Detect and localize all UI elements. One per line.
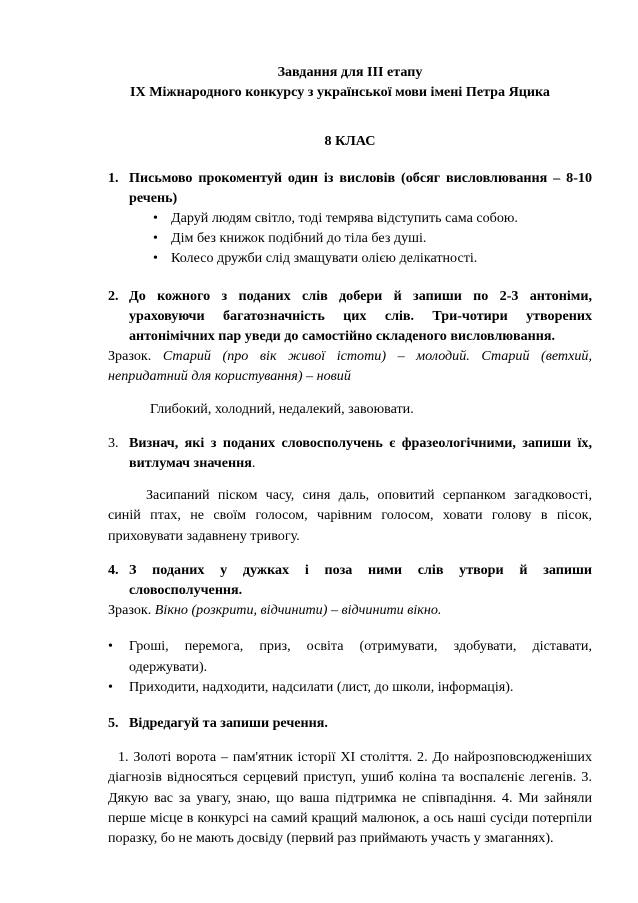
- task-2: [108, 286, 592, 347]
- task-1: [108, 168, 592, 269]
- quote-item: • Дім без книжок подібний до тіла без душі.: [153, 228, 592, 248]
- task-2-example: [108, 346, 592, 386]
- header-line-1: Завдання для ІІІ етапу: [277, 64, 423, 80]
- task-4: [108, 560, 592, 600]
- task-3-number: 3.: [108, 434, 119, 451]
- task-1-number: 1.: [108, 169, 119, 186]
- example-text: Вікно (розкрити, відчинити) – відчинити вікно.: [154, 602, 442, 619]
- word-group-item: • Приходити, надходити, надсилати (лист, до школи, інформація).: [108, 677, 592, 697]
- quote-item: • Даруй людям світло, тоді темрява відступить сама собою.: [153, 208, 592, 228]
- task-5-sentences: 1. Золоті ворота – пам'ятник історії ХІ століття. 2. До найрозповсюдженіших діагнозів відносяться серцевий приступ, ушиб коліна та воспалєніє легенів. 3. Дякую вас за увагу, знаю, що ваша підтримка не співпадіння. 4. Ми зайняли перше місце в конкурсі на самий кращий малюнок, а ось наші сусіди потерпіли поразку, бо не мають досвіду (первий раз приймають участь у змаганнях).: [108, 749, 592, 847]
- grade-title: 8 КЛАС: [324, 133, 376, 150]
- example-label: Зразок.: [108, 602, 152, 619]
- header-line-2: ІХ Міжнародного конкурсу з української мови імені Петра Яцика: [130, 84, 550, 101]
- task-3-phrases: Засипаний піском часу, синя даль, оповитий серпанком загадковості, синій птах, не своїм голосом, чарівним голосом, ховати голову в пісок, приховувати задавнену тривогу.: [108, 487, 592, 544]
- task-2-text: До кожного з поданих слів добери й запиши по 2-3 антоніми, ураховуючи багатозначність цих слів. Три-чотири утворених антонімічних пар уведи до самостійно складеного висловлювання.: [129, 287, 592, 345]
- word-group-item: • Гроші, перемога, приз, освіта (отримувати, здобувати, діставати, одержувати).: [108, 636, 592, 676]
- task-5-number: 5.: [108, 715, 119, 732]
- task-1-text: Письмово прокоментуй один із висловів (обсяг висловлювання – 8-10 речень): [129, 169, 592, 206]
- task-4-text: З поданих у дужках і поза ними слів утвори й запиши словосполучення.: [129, 561, 592, 599]
- task-3-text: [129, 433, 592, 473]
- task-4-number: 4.: [108, 561, 119, 578]
- task-4-items: [108, 636, 592, 697]
- example-label: Зразок.: [108, 348, 152, 365]
- task-5: [108, 713, 592, 733]
- task-5-text: Відредагуй та запиши речення.: [129, 715, 328, 732]
- task-2-number: 2.: [108, 287, 119, 304]
- task-1-quotes: [108, 208, 592, 269]
- quote-item: • Колесо дружби слід змащувати олією делікатності.: [153, 248, 592, 268]
- task-4-example: [108, 600, 592, 620]
- example-text: Старий (про вік живої істоти) – молодий. Старий (ветхий, непридатний для користування) – новий: [108, 348, 592, 385]
- task-3-instruction: Визнач, які з поданих словосполучень є фразеологічними, запиши їх, витлумач значення: [129, 434, 592, 472]
- task-3: [108, 433, 592, 473]
- task-3-period: .: [251, 455, 256, 472]
- task-2-words: Глибокий, холодний, недалекий, завоювати.: [150, 400, 414, 417]
